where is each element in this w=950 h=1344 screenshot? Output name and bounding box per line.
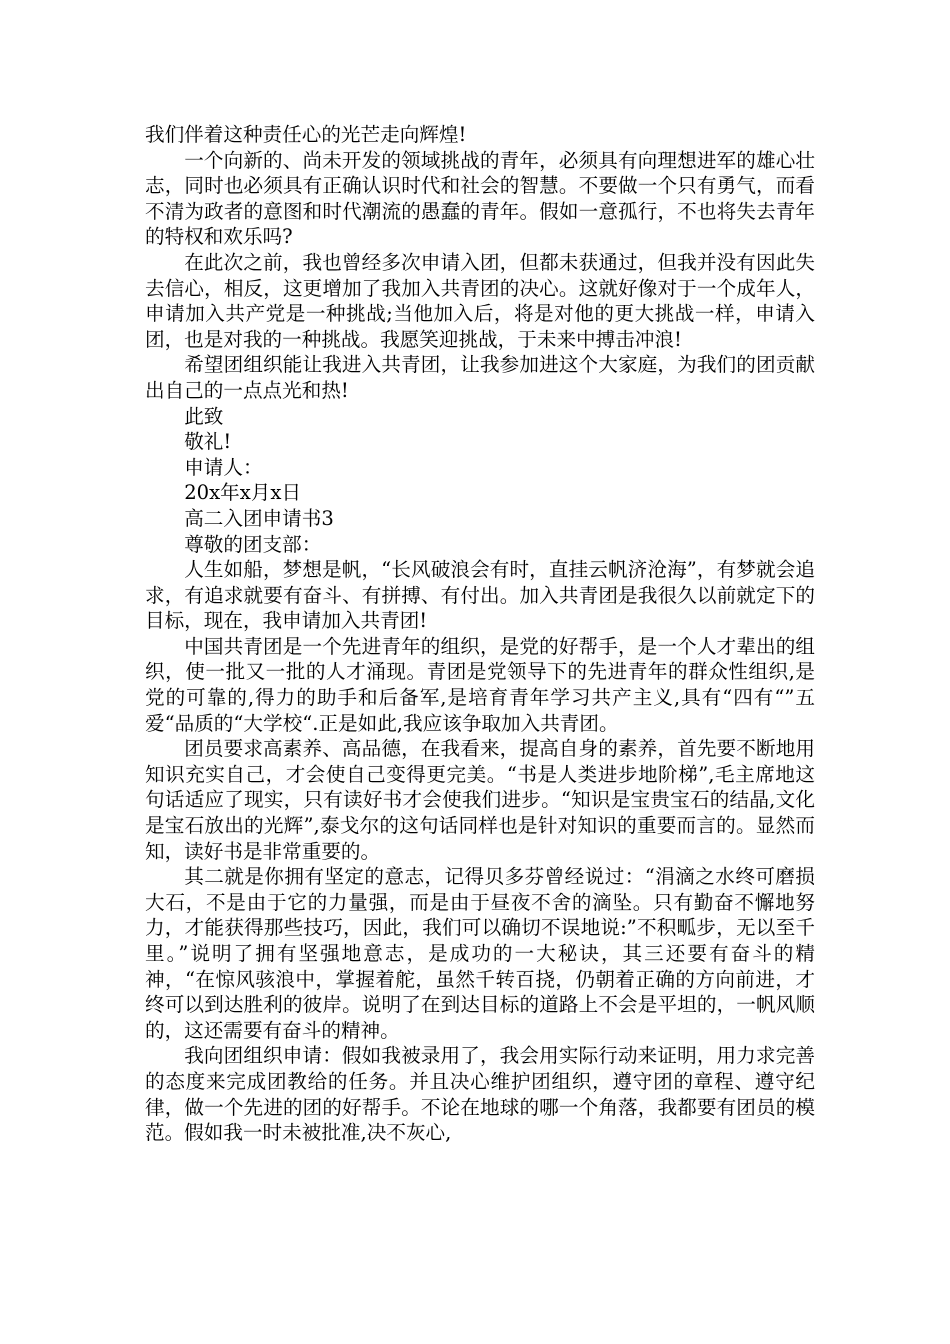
paragraph-league-intro: 中国共青团是一个先进青年的组织，是党的好帮手，是一个人才辈出的组织，使一批又一批的人才涌现。青团是党领导下的先进青年的群众性组织,是党的可靠的,得力的助手和后备军,是培育青年学习共产主义,具有“四有“”五爱“品质的“大学校“.正是如此,我应该争取加入共青团。 (145, 634, 815, 735)
paragraph-life-dream: 人生如船，梦想是帆，“长风破浪会有时，直挂云帆济沧海”，有梦就会追求，有追求就要有奋斗、有拼搏、有付出。加入共青团是我很久以前就定下的目标，现在，我申请加入共青团! (145, 558, 815, 633)
closing-regards: 敬礼! (184, 430, 232, 454)
paragraph-commitment: 我向团组织申请：假如我被录用了，我会用实际行动来证明，用力求完善的态度来完成团教给的任务。并且决心维护团组织，遵守团的章程、遵守纪律，做一个先进的团的好帮手。不论在地球的哪一个角落，我都要有团员的模范。假如我一时未被批准,决不灰心, (145, 1044, 815, 1145)
paragraph-hope: 希望团组织能让我进入共青团，让我参加进这个大家庭，为我们的团贡献出自己的一点点光和热! (145, 353, 815, 402)
paragraph-previous-application: 在此次之前，我也曾经多次申请入团，但都未获通过，但我并没有因此失去信心，相反，这更增加了我加入共青团的决心。这就好像对于一个成年人，申请加入共产党是一种挑战;当他加入后，将是对他的更大挑战一样，申请入团，也是对我的一种挑战。我愿笑迎挑战，于未来中搏击冲浪! (145, 250, 815, 351)
section-title: 高二入团申请书3 (184, 506, 334, 530)
applicant-label: 申请人： (184, 455, 263, 479)
greeting: 尊敬的团支部： (184, 532, 322, 556)
paragraph-continuation: 我们伴着这种责任心的光芒走向辉煌! (145, 123, 467, 146)
closing-salutation: 此致 (184, 404, 224, 428)
paragraph-knowledge: 团员要求高素养、高品德，在我看来，提高自身的素养，首先要不断地用知识充实自己，才会使自己变得更完美。“书是人类进步地阶梯”,毛主席地这句话适应了现实，只有读好书才会使我们进步。“知识是宝贵宝石的结晶,文化是宝石放出的光辉”,泰戈尔的这句话同样也是针对知识的重要而言的。显然而知，读好书是非常重要的。 (145, 737, 815, 863)
paragraph-youth-challenge: 一个向新的、尚未开发的领域挑战的青年，必须具有向理想进军的雄心壮志，同时也必须具有正确认识时代和社会的智慧。不要做一个只有勇气，而看不清为政者的意图和时代潮流的愚蠢的青年。假如一意孤行，不也将失去青年的特权和欢乐吗? (145, 148, 815, 249)
paragraph-willpower: 其二就是你拥有坚定的意志，记得贝多芬曾经说过：“涓滴之水终可磨损大石，不是由于它的力量强，而是由于昼夜不舍的滴坠。只有勤奋不懈地努力，才能获得那些技巧，因此，我们可以确切不误地说:”不积畖步，无以至千里。”说明了拥有坚强地意志，是成功的一大秘诀，其三还要有奋斗的精神，“在惊风骇浪中，掌握着舵，虽然千转百挠，仍朝着正确的方向前进，才终可以到达胜利的彼岸。说明了在到达目标的道路上不会是平坦的，一帆风顺的，这还需要有奋斗的精神。 (145, 865, 815, 1042)
application-date: 20x年x月x日 (184, 481, 302, 505)
document-page (145, 122, 815, 1146)
